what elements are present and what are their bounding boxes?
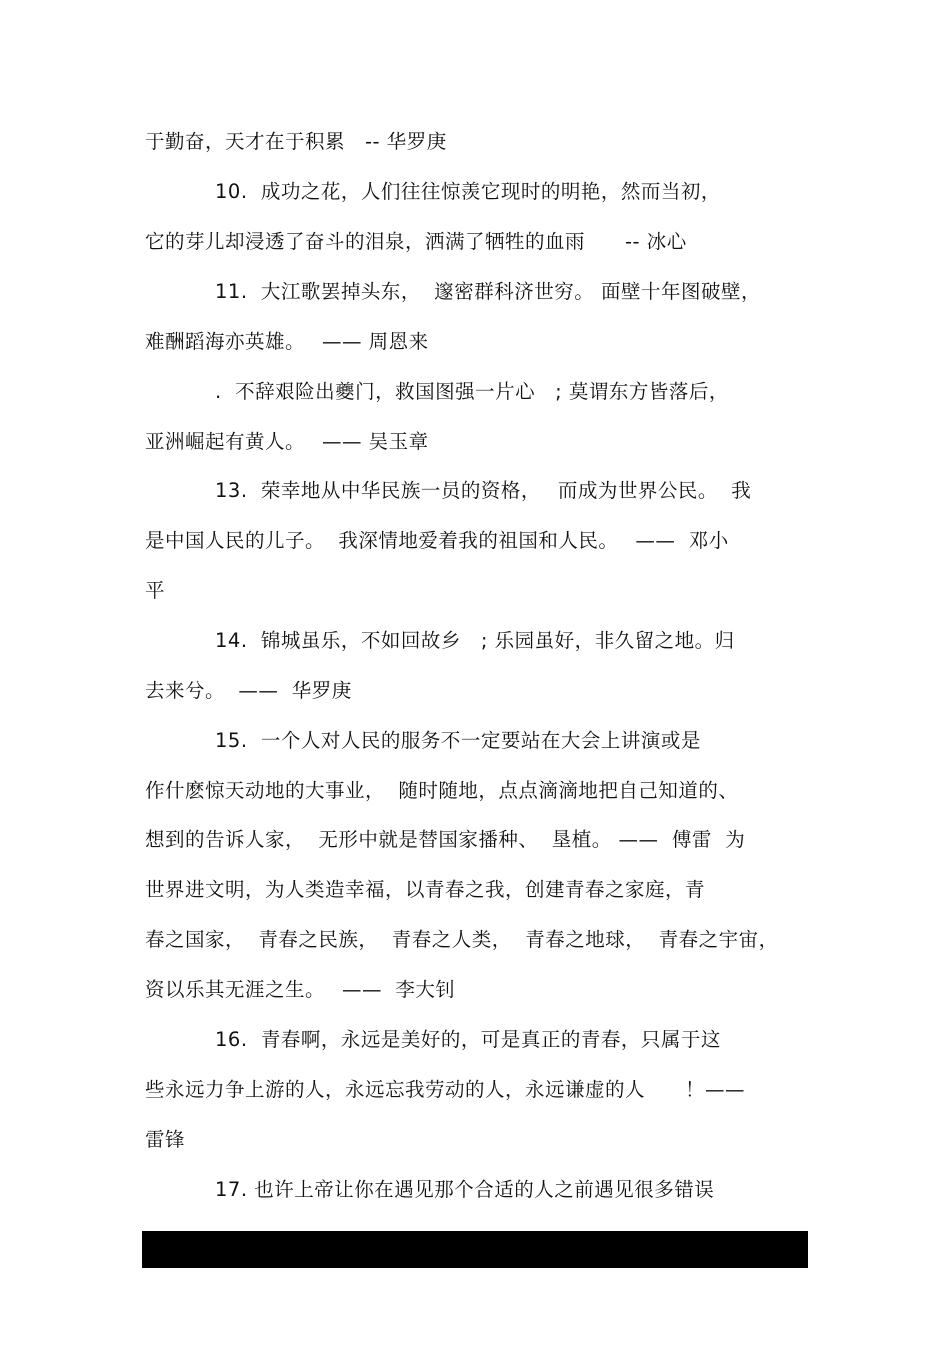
text-line-6: . 不辞艰险出夔门，救国图强一片心 ; 莫谓东方皆落后， bbox=[215, 380, 729, 403]
text-line-18: 资以乐其无涯之生。 —— 李大钊 bbox=[145, 978, 456, 1001]
text-line-21: 雷锋 bbox=[145, 1128, 186, 1151]
text-line-10: 平 bbox=[145, 579, 166, 602]
text-line-1: 于勤奋，天才在于积累 -- 华罗庚 bbox=[145, 130, 447, 153]
text-line-12: 去来兮。 —— 华罗庚 bbox=[145, 679, 352, 702]
text-line-13: 15. 一个人对人民的服务不一定要站在大会上讲演或是 bbox=[215, 729, 701, 752]
text-line-3: 它的芽儿却浸透了奋斗的泪泉，洒满了牺牲的血雨 -- 冰心 bbox=[145, 230, 687, 253]
text-line-4: 11. 大江歌罢掉头东， 邃密群科济世穷。 面壁十年图破壁， bbox=[215, 280, 762, 303]
footer-black-bar bbox=[142, 1231, 808, 1268]
text-line-7: 亚洲崛起有黄人。 —— 吴玉章 bbox=[145, 430, 429, 453]
text-line-17: 春之国家， 青春之民族， 青春之人类， 青春之地球， 青春之宇宙， bbox=[145, 928, 779, 951]
text-line-11: 14. 锦城虽乐，不如回故乡 ; 乐园虽好，非久留之地。归 bbox=[215, 629, 735, 652]
text-line-8: 13. 荣幸地从中华民族一员的资格， 而成为世界公民。 我 bbox=[215, 479, 752, 502]
text-line-16: 世界进文明，为人类造幸福，以青春之我，创建青春之家庭，青 bbox=[145, 878, 706, 901]
text-line-22: 17. 也许上帝让你在遇见那个合适的人之前遇见很多错误 bbox=[215, 1178, 715, 1201]
text-line-20: 些永远力争上游的人，永远忘我劳动的人，永远谦虚的人 ！—— bbox=[145, 1078, 746, 1101]
text-line-15: 想到的告诉人家， 无形中就是替国家播种、 垦植。 —— 傅雷 为 bbox=[145, 828, 746, 851]
text-line-19: 16. 青春啊，永远是美好的，可是真正的青春，只属于这 bbox=[215, 1028, 721, 1051]
text-line-14: 作什麽惊天动地的大事业， 随时随地，点点滴滴地把自己知道的、 bbox=[145, 779, 739, 802]
text-line-9: 是中国人民的儿子。 我深情地爱着我的祖国和人民。 —— 邓小 bbox=[145, 529, 729, 552]
text-line-2: 10. 成功之花，人们往往惊羡它现时的明艳，然而当初， bbox=[215, 180, 721, 203]
text-line-5: 难酬蹈海亦英雄。 —— 周恩来 bbox=[145, 330, 429, 353]
